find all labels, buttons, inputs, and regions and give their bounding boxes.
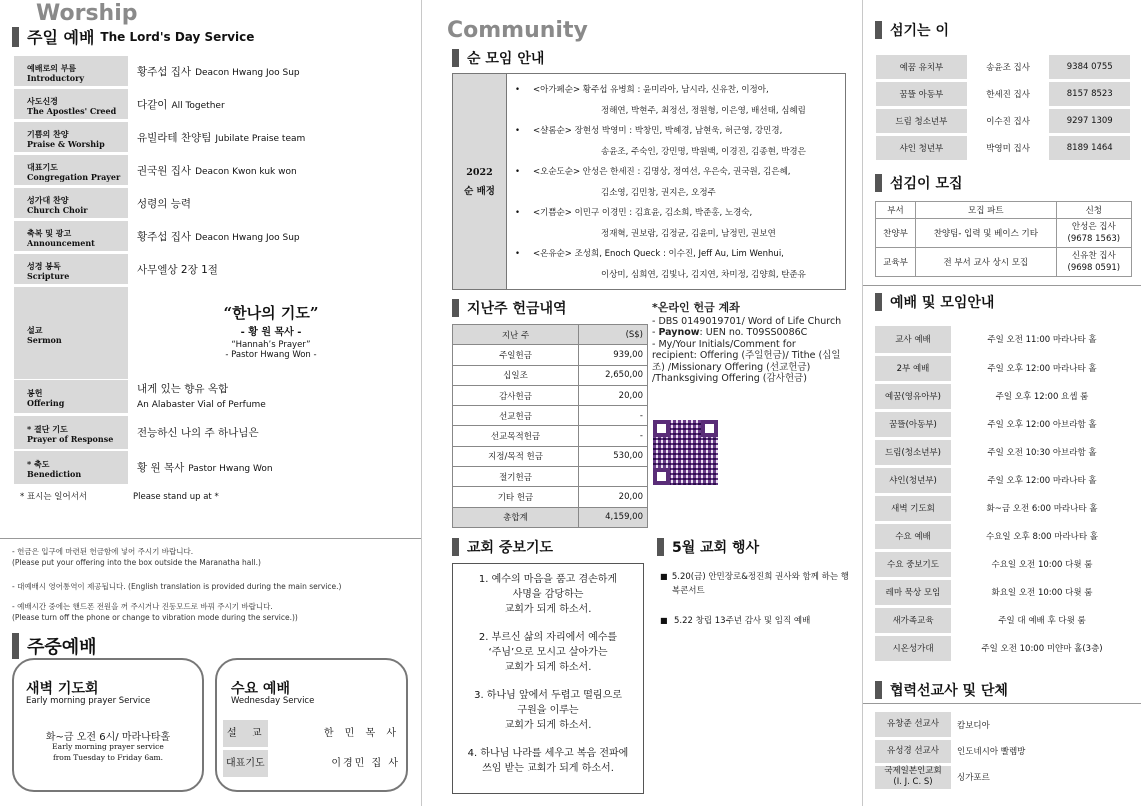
schedule-row: 시온성가대 주일 오전 10:00 미얀마 홀(3층)	[875, 634, 1133, 662]
sermon-preacher: - 황 원 목사 -	[240, 327, 302, 338]
cell-group-item-cont: 김소영, 김민창, 권지은, 오정주	[601, 187, 716, 198]
schedule-heading: 예배 및 모임안내	[875, 292, 994, 312]
order-label: 봉헌 Offering	[14, 380, 128, 413]
order-label: 예배로의 부름 Introductory	[14, 56, 128, 86]
offering-total: 총합계 4,159,00	[453, 507, 648, 527]
order-label: * 축도 Benediction	[14, 451, 128, 484]
schedule-row: 새가족교육 주일 대 예배 후 다윗 룸	[875, 606, 1133, 634]
cell-group-item-cont: 정재혁, 권보람, 김정균, 김윤미, 남정민, 권보연	[601, 228, 776, 239]
server-row: 꿈뜰 아동부 한세진 집사 8157 8523	[875, 81, 1132, 108]
offering-row: 주일헌금 939,00	[453, 345, 648, 365]
order-value: 성령의 능력	[137, 197, 192, 210]
cell-group-item: • <기쁨순> 이민구 이경민 : 김효윤, 김소희, 박준홍, 노경숙,	[515, 208, 753, 218]
weekday-heading: 주중예배	[12, 633, 97, 659]
order-label: * 결단 기도 Prayer of Response	[14, 416, 128, 449]
order-row	[14, 451, 416, 484]
prayer-item: 1. 예수의 마음을 품고 겸손하게 사명을 감당하는 교회가 되게 하소서.	[478, 574, 618, 615]
offering-header: 지난 주 (S$)	[453, 325, 648, 345]
online-offering: *온라인 헌금 계좌 - DBS 0149019701/ Word of Life Church - Paynow: UEN no. T09SS0086C - My/Your Initials/Comment for recipient: Offering (주일헌금)/ Tithe (십일조) /Missionary Offering (선교헌금) /Thanksgiving Offering (감사헌금)	[652, 301, 842, 384]
order-row	[14, 155, 416, 185]
qr-code-icon[interactable]	[653, 420, 718, 485]
offering-row: 지정/목적 헌금 530,00	[453, 446, 648, 466]
recruit-row: 찬양부 찬양팀- 입력 및 베이스 기타 안성은 집사 (9678 1563)	[876, 219, 1132, 248]
cell-group-item: • <아가페순> 황주섭 유병희 : 윤미라아, 남시라, 신유찬, 이정아,	[515, 85, 769, 95]
order-value: 다같이 All Together	[137, 98, 225, 111]
community-title: Community	[447, 18, 588, 43]
order-value: 전능하신 나의 주 하나님은	[137, 427, 259, 439]
order-row	[14, 254, 416, 284]
prayer-heading: 교회 중보기도	[452, 537, 553, 557]
order-value: 권국원 집사 Deacon Kwon kuk won	[137, 164, 297, 177]
recruit-heading: 섬김이 모집	[875, 173, 963, 193]
cell-group-item: • <온유순> 조성희, Enoch Queck : 이수진, Jeff Au, Lim Wenhui,	[515, 249, 784, 259]
wednesday-service-box: 수요 예배 Wednesday Service 설 교 한 민 목 사 대표기도 이경민 집 사	[215, 658, 408, 792]
server-row: 예꿈 유치부 송윤조 집사 9384 0755	[875, 54, 1132, 81]
order-value: 사무엘상 2장 1절	[137, 263, 218, 276]
intercessory-prayer-box	[452, 563, 644, 794]
order-label: 성경 봉독 Scripture	[14, 254, 128, 284]
order-row	[14, 188, 416, 218]
order-label: 성가대 찬양 Church Choir	[14, 188, 128, 218]
order-label: 설교 Sermon	[14, 287, 128, 379]
notice-3: - 예배시간 중에는 핸드폰 전원을 꺼 주시거나 진동모드로 바꿔 주시기 바랍니다. (Please turn off the phone or change to vibration mode during the service.))	[12, 602, 298, 622]
offering-row: 감사헌금 20,00	[453, 385, 648, 405]
recruit-table	[875, 201, 1132, 277]
schedule-row: 2부 예배 주일 오후 12:00 마라나타 홀	[875, 354, 1133, 382]
order-label: 축복 및 광고 Announcement	[14, 221, 128, 251]
cell-group-item-cont: 정해연, 박현주, 최정선, 정원형, 이은영, 배선태, 심혜림	[601, 105, 806, 116]
recruit-row: 교육부 전 부서 교사 상시 모집 신유찬 집사 (9698 0591)	[876, 248, 1132, 277]
order-row	[14, 122, 416, 152]
schedule-row: 새벽 기도회 화~금 오전 6:00 마라나타 홀	[875, 494, 1133, 522]
worship-big-title: Worship	[36, 1, 138, 26]
worship-heading: 주일 예배 The Lord's Day Service	[12, 25, 254, 48]
offering-heading: 지난주 헌금내역	[452, 298, 567, 318]
missions-table	[875, 712, 1133, 792]
server-row: 샤인 청년부 박영미 집사 8189 1464	[875, 135, 1132, 162]
schedule-row: 수요 중보기도 수요일 오전 10:00 다윗 룸	[875, 550, 1133, 578]
schedule-table	[875, 326, 1133, 664]
sermon-title-en: “Hannah’s Prayer”	[231, 340, 311, 350]
server-row: 드림 청소년부 이수진 집사 9297 1309	[875, 108, 1132, 135]
notice-2: - 대예배시 영어통역이 제공됩니다. (English translation is provided during the main service.)	[12, 582, 342, 591]
recruit-header: 부서 모집 파트 신청	[876, 202, 1132, 219]
missions-heading: 협력선교사 및 단체	[875, 680, 1008, 700]
cell-group-item: • <샬롬순> 장현성 박영미 : 박창민, 박혜경, 남현욱, 허근영, 강민경,	[515, 126, 783, 136]
offering-row: 선교목적헌금 -	[453, 426, 648, 446]
order-row	[14, 56, 416, 86]
order-label: 기쁨의 찬양 Praise & Worship	[14, 122, 128, 152]
servers-heading: 섬기는 이	[875, 20, 949, 40]
order-row	[14, 221, 416, 251]
schedule-row: 드림(청소년부) 주일 오전 10:30 아브라함 홀	[875, 438, 1133, 466]
cell-heading: 순 모임 안내	[452, 48, 544, 68]
cell-group-item-cont: 이상미, 심희연, 김빛나, 김지연, 차미정, 김양희, 탄준유	[601, 269, 806, 280]
schedule-row: 꿈뜰(아동부) 주일 오후 12:00 아브라함 홀	[875, 410, 1133, 438]
prayer-item: 3. 하나님 앞에서 두렵고 떨림으로 구원을 이루는 교회가 되게 하소서.	[474, 690, 622, 731]
offering-table	[452, 324, 648, 528]
schedule-row: 레마 묵상 모임 화요일 오전 10:00 다윗 룸	[875, 578, 1133, 606]
sermon-title: “한나의 기도”	[223, 304, 319, 322]
offering-row: 절기헌금	[453, 467, 648, 487]
dawn-prayer-box: 새벽 기도회 Early morning prayer Service 화~금 오전 6시/ 마라나타홀 Early morning prayer service from Tuesday to Friday 6am.	[12, 658, 204, 792]
order-value: 황 원 목사 Pastor Hwang Won	[137, 462, 273, 474]
prayer-item: 4. 하나님 나라를 세우고 복음 전파에 쓰임 받는 교회가 되게 하소서.	[467, 748, 629, 774]
may-events-heading: 5월 교회 행사	[657, 537, 759, 557]
may-events: ■ 5.20(금) 안민장로&정진희 권사와 함께 하는 행복콘서트 ■ 5.22 창립 13주년 감사 및 임직 예배	[660, 572, 849, 626]
order-value: 내게 있는 향유 옥합 An Alabaster Vial of Perfume	[137, 382, 266, 410]
order-label: 대표기도 Congregation Prayer	[14, 155, 128, 185]
cell-group-item-cont: 송윤조, 주숙인, 강민명, 박원백, 이경진, 김종현, 박경은	[601, 146, 806, 157]
offering-row: 십일조 2,650,00	[453, 365, 648, 385]
schedule-row: 샤인(청년부) 주일 오후 12:00 마라나타 홀	[875, 466, 1133, 494]
prayer-item: 2. 부르신 삶의 자리에서 예수를 ‘주님’으로 모시고 살아가는 교회가 되게 하소서.	[478, 632, 618, 673]
order-row	[14, 380, 416, 413]
stand-note: * 표시는 일어서서 Please stand up at *	[20, 492, 219, 502]
order-row	[14, 416, 416, 449]
mission-row: 국제일본인교회 (I. J. C. S) 싱가포르	[875, 764, 1133, 790]
offering-row: 선교헌금 -	[453, 406, 648, 426]
schedule-row: 수요 예배 수요일 오후 8:00 마라나타 홀	[875, 522, 1133, 550]
mission-row: 유창준 선교사 캄보디아	[875, 712, 1133, 738]
servers-table	[873, 52, 1133, 163]
notice-1: - 헌금은 입구에 마련된 헌금함에 넣어 주시기 바랍니다. (Please put your offering into the box outside the Maranatha hall.)	[12, 547, 261, 567]
offering-row: 기타 헌금 20,00	[453, 487, 648, 507]
sermon-preacher-en: - Pastor Hwang Won -	[225, 350, 317, 360]
cell-group-box: 2022 순 배정 • <아가페순> 황주섭 유병희 : 윤미라아, 남시라, 신유찬, 이정아, 정해연, 박현주, 최정선, 정원형, 이은영, 배선태, 심혜림 • <샬롬순> 장현성 박영미 : 박창민, 박혜경, 남현욱, 허근영, 강민경, 송윤조, 주숙인, 강민명, 박원백, 이경진, 김종현, 박경은 • <오순도순> 안성은 한세진 : 김명상, 정여선, 우은숙, 권국원, 김은혜, 김소영, 김민창, 권지은, 오정주 • <기쁨순> 이민구 이경민 : 김효윤, 김소희, 박준홍, 노경숙, 정재혁, 권보람, 김정균, 김윤미, 남정민, 권보연 • <온유순> 조성희, Enoch Queck : 이수진, Jeff Au, Lim Wenhui, 이상미, 심희연, 김빛나, 김지연, 차미정, 김양희, 탄준유	[452, 73, 846, 290]
mission-row: 유성경 선교사 인도네시아 빨렘방	[875, 738, 1133, 764]
cell-group-item: • <오순도순> 안성은 한세진 : 김명상, 정여선, 우은숙, 권국원, 김은혜,	[515, 167, 791, 177]
order-row	[14, 89, 416, 119]
schedule-row: 교사 예배 주일 오전 11:00 마라나타 홀	[875, 326, 1133, 354]
order-label: 사도신경 The Apostles' Creed	[14, 89, 128, 119]
order-value: 유빌라테 찬양팀 Jubilate Praise team	[137, 131, 306, 144]
order-value: 황주섭 집사 Deacon Hwang Joo Sup	[137, 230, 300, 243]
order-value: 황주섭 집사 Deacon Hwang Joo Sup	[137, 65, 300, 78]
schedule-row: 예꿈(영유아부) 주일 오후 12:00 요셉 룸	[875, 382, 1133, 410]
sermon	[130, 302, 412, 360]
